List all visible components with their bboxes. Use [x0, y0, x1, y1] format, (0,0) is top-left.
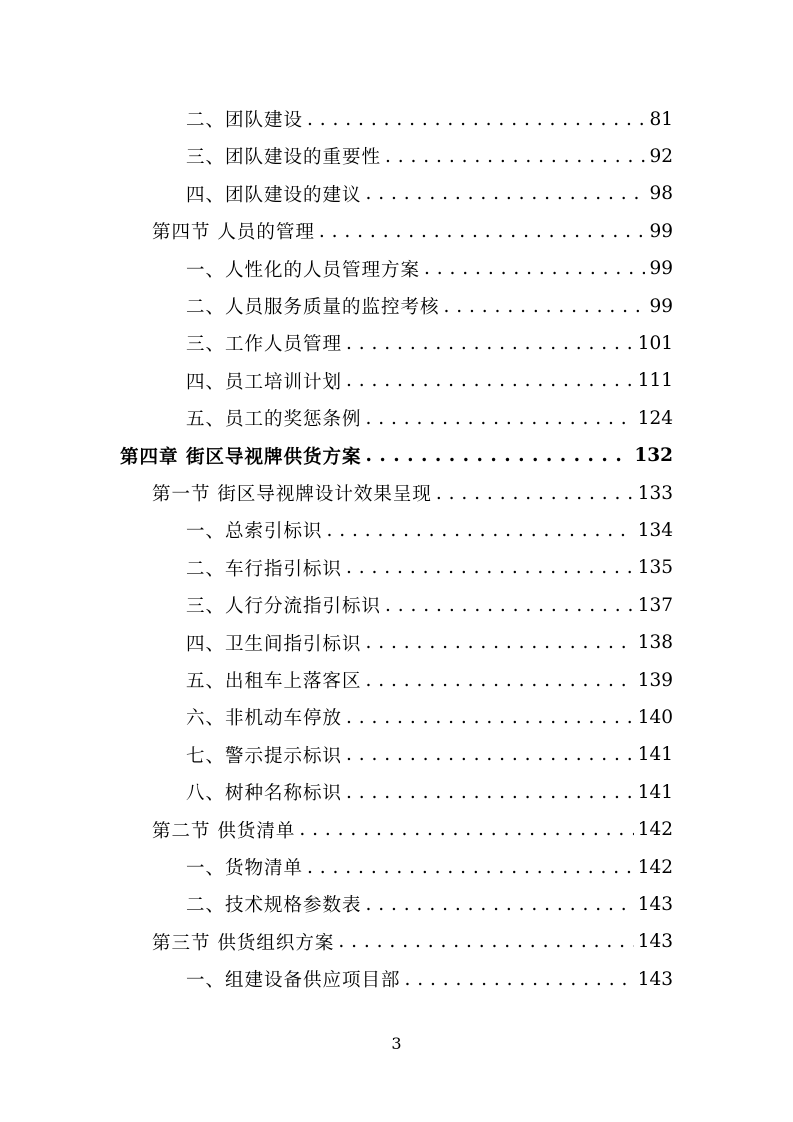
toc-entry-title: 一、总索引标识: [186, 521, 323, 543]
toc-entry-title: 第一节 街区导视牌设计效果呈现: [152, 484, 432, 505]
toc-dot-leader: [366, 632, 634, 653]
toc-dot-leader: [444, 296, 646, 317]
toc-dot-leader: [346, 782, 634, 803]
toc-entry-title: 二、技术规格参数表: [186, 895, 362, 917]
toc-entry-page: 139: [637, 669, 673, 691]
toc-entry-page: 101: [637, 332, 673, 354]
toc-entry-page: 98: [649, 183, 673, 205]
toc-dot-leader: [436, 483, 634, 504]
toc-entry-title: 三、人行分流指引标识: [186, 596, 382, 618]
toc-entry[interactable]: [186, 586, 673, 624]
toc-entry-title: 四、团队建设的建议: [186, 184, 362, 206]
toc-entry-title: 六、非机动车停放: [186, 708, 343, 730]
toc-entry[interactable]: [186, 324, 673, 362]
toc-entry-page: 99: [649, 220, 673, 242]
toc-entry-page: 141: [637, 744, 673, 766]
toc-entry[interactable]: [152, 212, 673, 250]
toc-dot-leader: [346, 707, 634, 728]
toc-entry[interactable]: [186, 624, 673, 662]
toc-dot-leader: [307, 857, 634, 878]
toc-entry-title: 八、树种名称标识: [186, 783, 343, 805]
toc-dot-leader: [405, 969, 634, 990]
toc-entry[interactable]: [186, 511, 673, 549]
toc-entry-page: 124: [637, 407, 673, 429]
toc-entry-page: 143: [637, 931, 673, 953]
toc-dot-leader: [346, 370, 634, 391]
toc-entry-page: 132: [634, 445, 673, 467]
toc-entry-page: 142: [637, 856, 673, 878]
toc-entry-title: 第二节 供货清单: [152, 820, 296, 842]
toc-entry-title: 三、团队建设的重要性: [186, 147, 382, 169]
toc-dot-leader: [346, 557, 634, 578]
toc-entry-title: 一、货物清单: [186, 858, 304, 879]
toc-entry[interactable]: [186, 960, 673, 998]
toc-entry-page: 138: [637, 632, 673, 654]
toc-entry-title: 第四节 人员的管理: [152, 222, 315, 244]
toc-dot-leader: [366, 408, 634, 429]
toc-entry-title: 一、人性化的人员管理方案: [186, 259, 421, 281]
toc-entry[interactable]: [186, 661, 673, 699]
toc-entry-page: 143: [637, 968, 673, 990]
toc-entry-title: 七、警示提示标识: [186, 745, 343, 767]
toc-entry[interactable]: [186, 100, 673, 138]
toc-entry[interactable]: [186, 399, 673, 437]
toc-entry[interactable]: [152, 474, 673, 512]
toc-entry[interactable]: [186, 175, 673, 213]
toc-entry-page: 137: [637, 594, 673, 616]
toc-entry[interactable]: [186, 549, 673, 587]
toc-dot-leader: [366, 670, 634, 691]
toc-dot-leader: [346, 333, 634, 354]
toc-entry[interactable]: [186, 362, 673, 400]
toc-dot-leader: [366, 183, 646, 204]
toc-dot-leader: [385, 595, 634, 616]
toc-entry[interactable]: [186, 287, 673, 325]
toc-entry-title: 三、工作人员管理: [186, 334, 343, 356]
toc-entry[interactable]: [186, 698, 673, 736]
toc-entry-page: 134: [637, 519, 673, 541]
toc-entry-title: 二、团队建设: [186, 110, 304, 131]
toc-dot-leader: [319, 221, 646, 242]
toc-dot-leader: [307, 109, 645, 130]
toc-entry-page: 133: [637, 482, 673, 504]
toc-entry-page: 99: [649, 258, 673, 280]
toc-entry-page: 135: [637, 557, 673, 579]
toc-dot-leader: [365, 445, 630, 466]
toc-entry-page: 81: [649, 108, 673, 130]
toc-entry[interactable]: [186, 848, 673, 886]
toc-entry-title: 第三节 供货组织方案: [152, 932, 335, 954]
toc-entry-title: 一、组建设备供应项目部: [186, 970, 401, 992]
toc-entry-title: 五、出租车上落客区: [186, 671, 362, 692]
toc-entry[interactable]: [186, 885, 673, 923]
toc-entry[interactable]: [152, 923, 673, 961]
toc-entry-title: 第四章 街区导视牌供货方案: [120, 446, 362, 468]
toc-dot-leader: [299, 819, 633, 840]
toc-entry-title: 四、卫生间指引标识: [186, 633, 362, 655]
toc-entry-page: 111: [637, 370, 673, 392]
page-number: 3: [391, 1034, 402, 1053]
toc-entry[interactable]: [186, 773, 673, 811]
toc-entry[interactable]: [186, 250, 673, 288]
toc-entry[interactable]: [120, 437, 673, 475]
toc-entry-title: 五、员工的奖惩条例: [186, 409, 362, 431]
toc-dot-leader: [385, 146, 645, 167]
toc-entry-page: 142: [637, 819, 673, 841]
toc-entry-page: 92: [649, 145, 673, 167]
toc-entry-title: 二、人员服务质量的监控考核: [186, 297, 440, 318]
toc-dot-leader: [424, 258, 645, 279]
toc-dot-leader: [366, 894, 634, 915]
toc-entry[interactable]: [152, 811, 673, 849]
toc-dot-leader: [338, 931, 633, 952]
toc-entry-page: 141: [637, 781, 673, 803]
toc-dot-leader: [327, 520, 634, 541]
toc-entry[interactable]: [186, 736, 673, 774]
toc-dot-leader: [346, 744, 634, 765]
toc-entry-page: 99: [649, 295, 673, 317]
toc-entry[interactable]: [186, 137, 673, 175]
toc-entry-page: 143: [637, 893, 673, 915]
toc-entry-page: 140: [637, 706, 673, 728]
toc-entry-title: 四、员工培训计划: [186, 371, 343, 393]
toc-entry-title: 二、车行指引标识: [186, 558, 343, 580]
